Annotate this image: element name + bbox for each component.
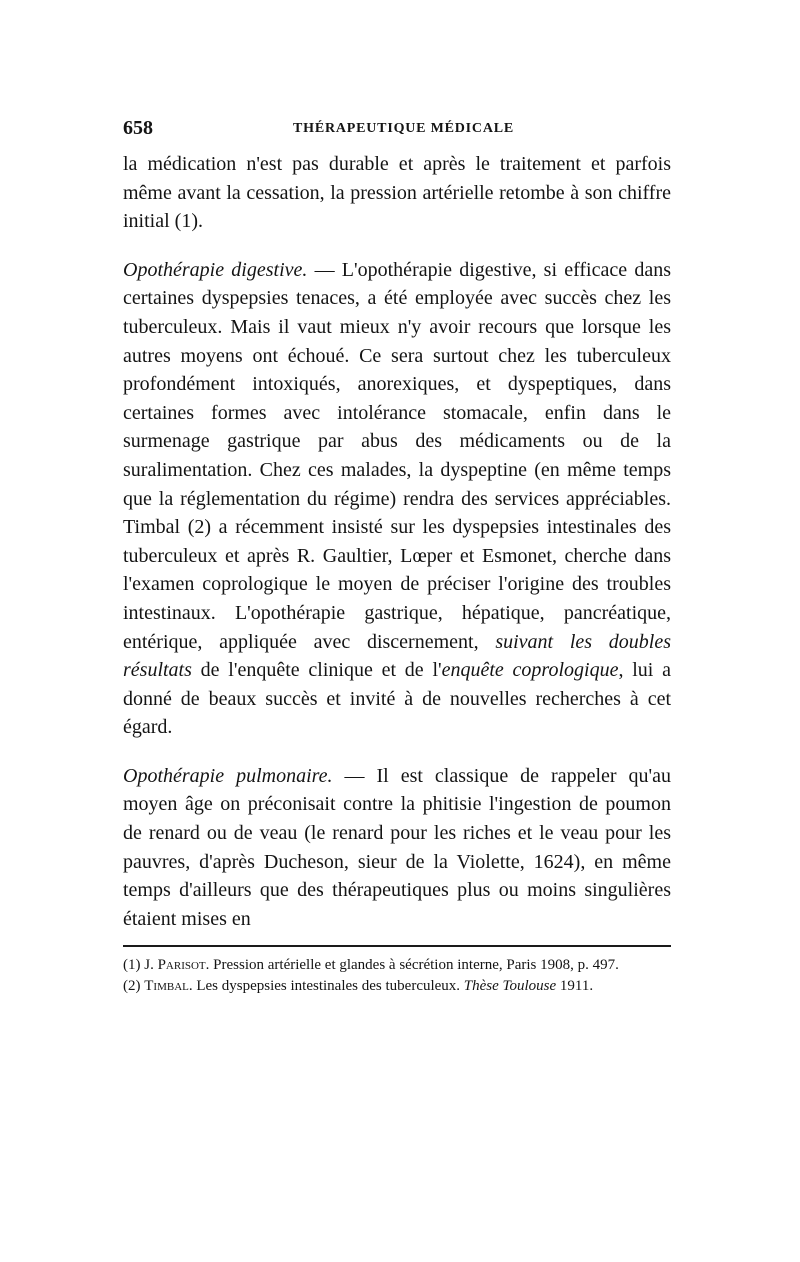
footnote-author: Parisot.	[157, 957, 210, 973]
paragraph-continuation	[123, 150, 671, 236]
paragraph-opotherapie-digestive	[123, 256, 671, 742]
section-heading-pulmonaire: Opothérapie pulmonaire.	[123, 764, 333, 787]
footnotes	[123, 956, 671, 998]
footnote-divider	[123, 945, 671, 947]
footnote-marker: (1) J.	[123, 957, 154, 973]
footnote-author: Timbal.	[144, 978, 193, 994]
footnote-marker: (2)	[123, 978, 141, 994]
italic-phrase: suivant les doubles résultats	[123, 630, 671, 682]
footnote-text: Pression artérielle et glandes à sécrétion interne, Paris 1908, p. 497.	[209, 957, 619, 973]
paragraph-opotherapie-pulmonaire	[123, 762, 671, 934]
footnote-italic: Thèse Toulouse	[463, 978, 557, 994]
paragraph-text: la médication n'est pas durable et après le traitement et parfois même avant la cessation, la pression artérielle retombe à son chiffre initial (1).	[123, 153, 671, 233]
paragraph-text: de l'enquête clinique et de l'	[191, 659, 442, 682]
footnote-2	[123, 977, 671, 996]
italic-phrase: enquête coprologique	[441, 659, 619, 682]
footnote-text: Les dyspepsies intestinales des tuberculeux.	[192, 978, 464, 994]
paragraph-text: , lui a donné de beaux succès et invité à de nouvelles recherches à cet égard.	[123, 659, 671, 739]
paragraph-text: — Il est classique de rappeler qu'au moyen âge on préconisait contre la phitisie l'ingestion de poumon de renard ou de veau (le renard pour les riches et le veau pour les pauvres, d'après Ducheson, sieur de la Violette, 1624), en même temps d'ailleurs que des thérapeutiques plus ou moins singulières étaient mises en	[123, 764, 671, 930]
page-number: 658	[123, 117, 153, 139]
running-head: THÉRAPEUTIQUE MÉDICALE	[293, 121, 515, 136]
page-header	[123, 117, 671, 141]
footnote-1	[123, 956, 671, 975]
footnote-text: 1911.	[556, 978, 594, 994]
main-text	[123, 150, 671, 933]
paragraph-text: — L'opothérapie digestive, si efficace dans certaines dyspepsies tenaces, a été employée avec succès chez les tuberculeux. Mais il vaut mieux n'y avoir recours que lorsque les autres moyens ont échoué. Ce sera surtout chez les tuberculeux profondément intoxiqués, anorexiques, et dyspeptiques, dans certaines formes avec intolérance stomacale, enfin dans le surmenage gastrique par abus des médicaments ou de la suralimentation. Chez ces malades, la dyspeptine (en même temps que la réglementation du régime) rendra des services appréciables. Timbal (2) a récemment insisté sur les dyspepsies intestinales des tuberculeux et après R. Gaultier, Lœper et Esmonet, cherche dans l'examen coprologique le moyen de préciser l'origine des troubles intestinaux. L'opothérapie gastrique, hépatique, pancréatique, entérique, appliquée avec discernement,	[123, 258, 671, 653]
section-heading-digestive: Opothérapie digestive.	[123, 258, 308, 281]
